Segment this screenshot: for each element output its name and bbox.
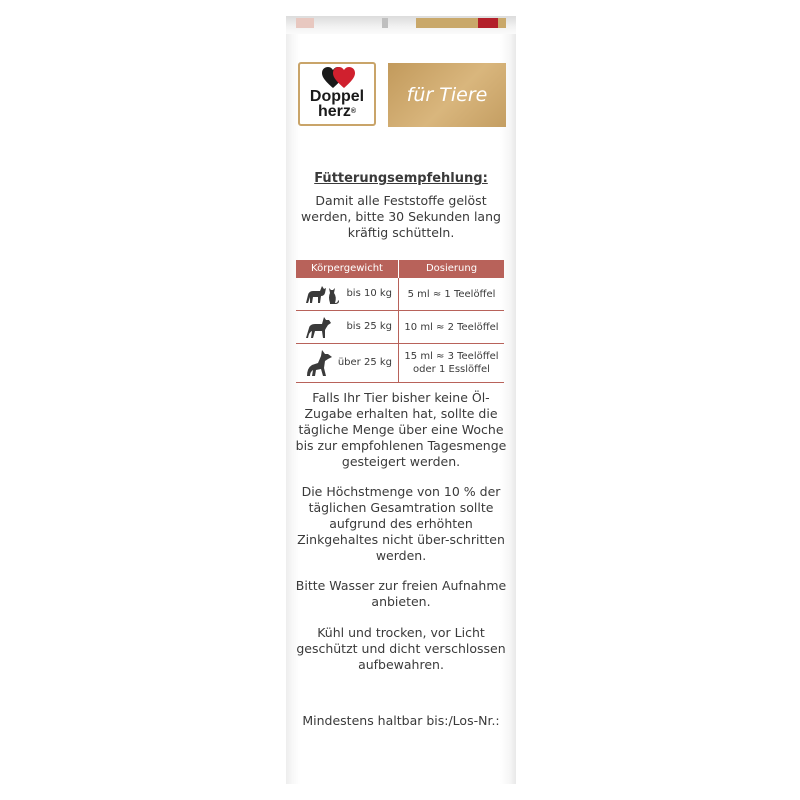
dose-cell [399,311,505,344]
weight-label: bis 10 kg [346,288,392,299]
medium-dog-icon [304,314,334,340]
header-body-weight: Körpergewicht [296,260,399,278]
table-row [296,278,504,311]
dosage-table [296,260,504,383]
best-before-label: Mindestens haltbar bis:/Los-Nr.: [302,713,500,728]
logo-word-doppel: Doppel [309,88,365,105]
dose-text: 15 ml ≈ 3 Teelöffel [404,351,499,362]
flap-print-mark [296,18,314,28]
flap-print-mark [382,18,388,28]
water-note: Bitte Wasser zur freien Aufnahme anbieten. [295,578,507,609]
table-row [296,311,504,344]
weight-label: bis 25 kg [346,321,392,332]
dose-text-alt: oder 1 Esslöffel [413,364,490,375]
fuer-tiere-badge: für Tiere [388,63,506,127]
shake-instruction: Damit alle Feststoffe gelöst werden, bitte 30 Sekunden lang kräftig schütteln. [301,193,501,240]
feeding-heading: Fütterungsempfehlung: [314,171,488,186]
double-heart-icon [322,67,356,89]
flap-print-mark [478,18,498,28]
weight-cell [296,311,399,344]
storage-instruction: Kühl und trocken, vor Licht geschützt und dicht verschlossen aufbewahren. [296,625,506,672]
cat-and-small-dog-icon [304,283,340,305]
weight-cell [296,278,399,311]
weight-cell [296,344,399,383]
dose-cell [399,278,505,311]
weight-label: über 25 kg [337,357,392,368]
oil-introduction-text: Falls Ihr Tier bisher keine Öl-Zugabe erhalten hat, sollte die tägliche Menge über eine Woche bis zur empfohlenen Tagesmenge gesteigert werden. [295,390,507,469]
dose-cell [399,344,505,383]
logo-word-herz-text: herz [317,103,351,120]
product-box-side-panel [286,16,516,784]
box-top-flap [286,16,516,34]
dose-text: 10 ml ≈ 2 Teelöffel [404,321,499,333]
dosage-table-header [296,260,504,278]
header-dosage: Dosierung [399,260,505,278]
max-amount-warning: Die Höchstmenge von 10 % der täglichen Gesamtration sollte aufgrund des erhöhten Zinkgehaltes nicht über-schritten werden. [297,484,505,563]
table-row [296,344,504,383]
logo-word-herz [300,104,374,120]
large-dog-icon [304,348,334,378]
dose-text: 5 ml ≈ 1 Teelöffel [407,288,496,300]
doppelherz-logo [298,62,376,126]
registered-mark: ® [350,108,357,115]
